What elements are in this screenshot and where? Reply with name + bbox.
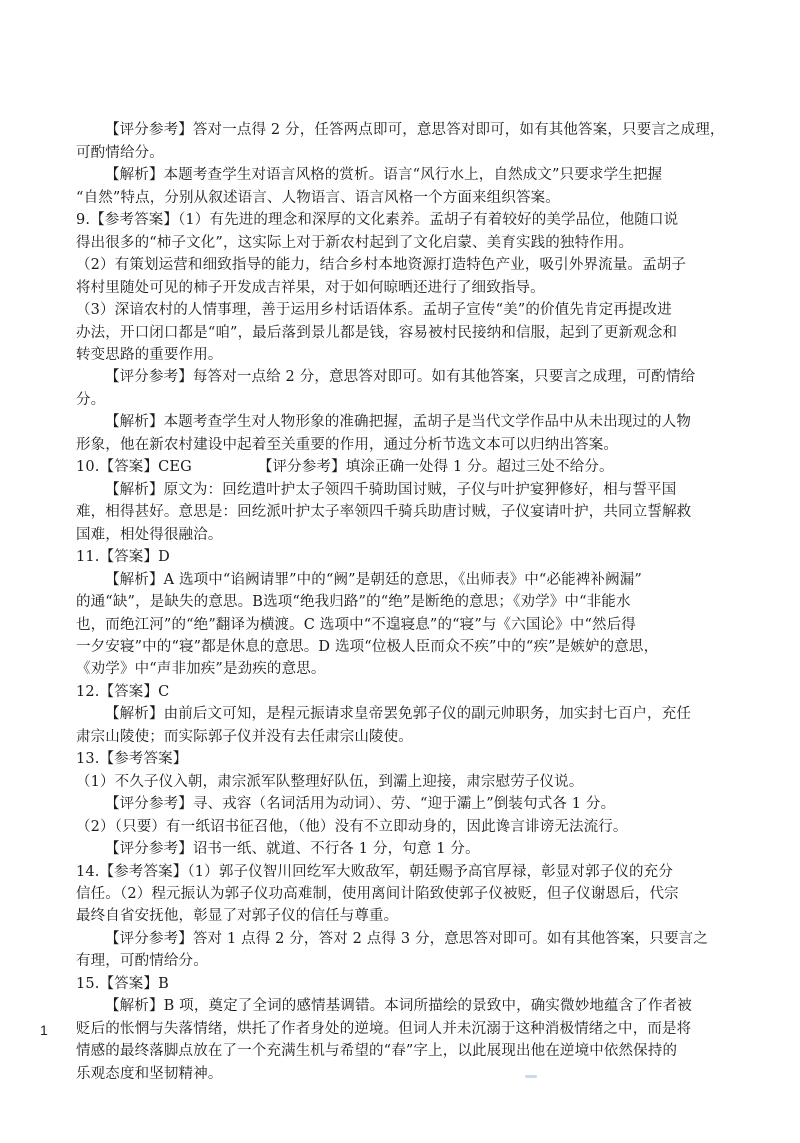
line-06: 得出很多的“柿子文化”，这实际上对于新农村起到了文化启蒙、美育实践的独特作用。 bbox=[76, 235, 634, 251]
line-36: 最终自省安抚他，彰显了对郭子仪的信任与尊重。 bbox=[76, 908, 399, 924]
line-22: 的通“缺”，是缺失的意思。B选项“绝我归路”的“绝”是断绝的意思；《劝学》中“非能水 bbox=[76, 594, 631, 610]
line-39: 15.【答案】B bbox=[76, 976, 169, 992]
line-09: （3）深谙农村的人情事理，善于运用乡村话语体系。孟胡子宣传“美”的价值先肯定再提改进 bbox=[76, 302, 672, 318]
line-12: 【评分参考】每答对一点给 2 分，意思答对即可。如有其他答案，只要言之成理，可酌情给 bbox=[105, 369, 696, 385]
line-37: 【评分参考】答对 1 点得 2 分，答对 2 点得 3 分，意思答对即可。如有其他答案，只要言之 bbox=[105, 931, 708, 947]
line-15: 形象，他在新农村建设中起着至关重要的作用，通过分析节选文本可以归纳出答案。 bbox=[76, 437, 619, 453]
line-33: 【评分参考】诏书一纸、就道、不行各 1 分，句意 1 分。 bbox=[105, 841, 480, 857]
line-26: 12.【答案】C bbox=[76, 684, 170, 700]
line-11: 转变思路的重要作用。 bbox=[76, 347, 223, 363]
page-number: 1 bbox=[40, 1022, 48, 1038]
line-19: 国难，相处得很融洽。 bbox=[76, 527, 223, 543]
line-35: 信任。（2）程元振认为郭子仪功高难制，使用离间计陷致使郭子仪被贬，但子仪谢恩后，代宗 bbox=[76, 886, 679, 902]
line-14: 【解析】本题考查学生对人物形象的准确把握，孟胡子是当代文学作品中从未出现过的人物 bbox=[105, 414, 691, 430]
scan-mark bbox=[525, 1075, 537, 1078]
line-16: 10.【答案】CEG 【评分参考】填涂正确一处得 1 分。超过三处不给分。 bbox=[76, 459, 614, 475]
line-02: 可酌情给分。 bbox=[76, 145, 164, 161]
line-38: 有理，可酌情给分。 bbox=[76, 953, 208, 969]
line-21: 【解析】A 选项中“谄阙请罪”中的“阙”是朝廷的意思，《出师表》中“必能裨补阙漏” bbox=[105, 572, 642, 588]
line-05: 9.【参考答案】（1）有先进的理念和深厚的文化素养。孟胡子有着较好的美学品位，他随口说 bbox=[76, 212, 679, 228]
line-07: （2）有策划运营和细致指导的能力，结合乡村本地资源打造特色产业，吸引外界流量。孟胡子 bbox=[76, 257, 687, 273]
line-13: 分。 bbox=[76, 392, 106, 408]
line-30: （1）不久子仪入朝，肃宗派军队整理好队伍，到灞上迎接，肃宗慰劳子仪说。 bbox=[76, 774, 584, 790]
line-03: 【解析】本题考查学生对语言风格的赏析。语言“风行水上，自然成文”只要求学生把握 bbox=[105, 167, 663, 183]
line-43: 乐观态度和坚韧精神。 bbox=[76, 1066, 223, 1082]
line-04: “自然”特点，分别从叙述语言、人物语言、语言风格一个方面来组织答案。 bbox=[76, 190, 560, 206]
line-42: 情感的最终落脚点放在了一个充满生机与希望的“春”字上，以此展现出他在逆境中依然保持的 bbox=[76, 1043, 678, 1059]
line-25: 《劝学》中“声非加疾”是劲疾的意思。 bbox=[76, 661, 326, 677]
line-41: 贬后的怅惘与失落情绪，烘托了作者身处的逆境。但词人并未沉溺于这种消极情绪之中，而是将 bbox=[76, 1021, 692, 1037]
line-01: 【评分参考】答对一点得 2 分，任答两点即可，意思答对即可，如有其他答案，只要言之成理， bbox=[105, 122, 725, 138]
line-34: 14.【参考答案】（1）郭子仪智川回纥军大败敌军，朝廷赐予高官厚禄，彰显对郭子仪的充分 bbox=[76, 864, 673, 880]
line-17: 【解析】原文为：回纥遣叶护太子领四千骑助国讨贼，子仪与叶护宴狎修好，相与誓平国 bbox=[105, 482, 677, 498]
line-24: 一夕安寝”中的“寝”都是休息的意思。D 选项“位极人臣而众不疾”中的“疾”是嫉妒的意思， bbox=[76, 639, 659, 655]
line-10: 办法，开口闭口都是“咱”，最后落到景儿都是钱，容易被村民接纳和信服，起到了更新观念和 bbox=[76, 325, 678, 341]
line-27: 【解析】由前后文可知，是程元振请求皇帝罢免郭子仪的副元帅职务，加实封七百户，充任 bbox=[105, 706, 691, 722]
line-23: 也，而绝江河”的“绝”翻译为横渡。C 选项中“不遑寝息”的“寝”与《六国论》中“然后得 bbox=[76, 617, 636, 633]
line-29: 13.【参考答案】 bbox=[76, 751, 188, 767]
line-40: 【解析】B 项，奠定了全词的感情基调错。本词所描绘的景致中，确实微妙地蕴含了作者被 bbox=[105, 998, 692, 1014]
line-18: 难，相得甚好。意思是：回纥派叶护太子率领四千骑兵助唐讨贼，子仪宴请叶护，共同立誓解救 bbox=[76, 504, 692, 520]
line-32: （2）（只要）有一纸诏书征召他，（他）没有不立即动身的，因此谗言诽谤无法流行。 bbox=[76, 819, 628, 835]
line-08: 将村里随处可见的柿子开发成吉祥果，对于如何晾晒还进行了细致指导。 bbox=[76, 280, 545, 296]
line-20: 11.【答案】D bbox=[76, 549, 170, 565]
line-28: 肃宗山陵使；而实际郭子仪并没有去任肃宗山陵使。 bbox=[76, 729, 413, 745]
line-31: 【评分参考】寻、戎容（名词活用为动词）、劳、“迎于灞上”倒装句式各 1 分。 bbox=[105, 796, 616, 812]
